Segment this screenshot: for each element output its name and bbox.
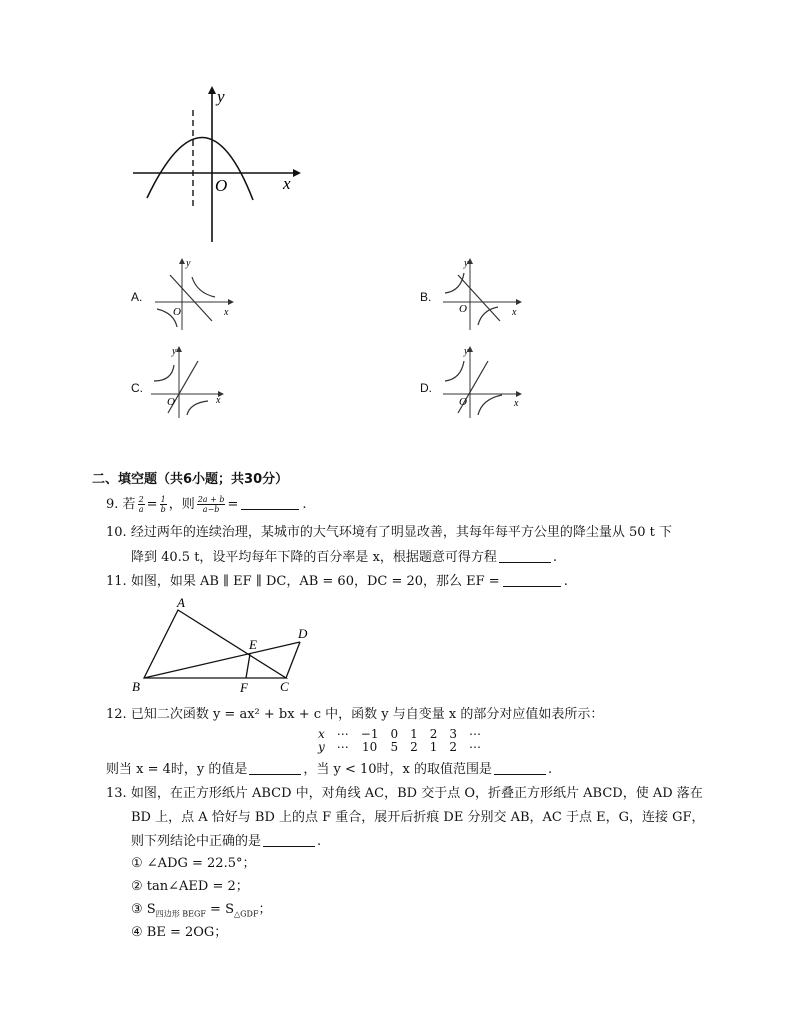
statement-1: ① ∠ADG = 22.5°；: [131, 856, 256, 871]
parabola-curve: [147, 137, 253, 200]
svg-text:x: x: [514, 398, 519, 409]
section-title: 二、填空题（共6小题；共30分）: [92, 472, 289, 487]
svg-text:y: y: [464, 258, 469, 269]
svg-text:y: y: [172, 346, 177, 357]
value-table: [312, 728, 487, 754]
svg-text:x: x: [224, 307, 229, 318]
svg-text:y: y: [464, 346, 469, 357]
answer-blank[interactable]: [241, 497, 299, 510]
svg-text:x: x: [216, 395, 221, 406]
answer-blank[interactable]: [499, 550, 551, 563]
svg-text:D: D: [298, 626, 308, 641]
option-b-label[interactable]: B.: [420, 290, 432, 304]
table-row: x ⋯ −1 0 1 2 3 ⋯: [318, 727, 482, 741]
svg-text:O: O: [459, 396, 467, 408]
question-13: 13. 如图，在正方形纸片 ABCD 中，对角线 AC，BD 交于点 O，折叠正方形纸片 ABCD，使 AD 落在: [106, 786, 703, 801]
svg-text:O: O: [167, 396, 175, 408]
fraction: $\frac{1}{b}$: [160, 495, 166, 514]
svg-text:F: F: [240, 680, 248, 695]
question-12-answer: 则当 x = 4时，y 的值是 ，当 y < 10时，x 的取值范围是 .: [106, 762, 553, 777]
hyperbola-branch: [478, 395, 502, 415]
question-9: 9. 若 $\frac{2}{a}$ = $\frac{1}{b}$ ，则 $\frac{2a + b}{a-b}$ = .: [106, 495, 307, 514]
origin-label: O: [215, 176, 228, 195]
svg-text:O: O: [173, 306, 181, 318]
option-a-graph[interactable]: [150, 255, 235, 335]
answer-blank[interactable]: [249, 762, 301, 775]
option-d-graph[interactable]: [438, 343, 523, 423]
option-c-label[interactable]: C.: [131, 381, 143, 395]
question-10: 10. 经过两年的连续治理，某城市的大气环境有了明显改善，其每年每平方公里的降尘量从 50 t 下: [106, 525, 672, 540]
statement-2: ② tan∠AED = 2；: [131, 879, 249, 894]
hyperbola-branch: [154, 365, 174, 381]
svg-text:E: E: [249, 637, 257, 652]
statement-3: ③ $S_{四边形 BEGF} = S_{\triangle GDF}$；: [131, 902, 272, 919]
hyperbola-branch: [445, 273, 464, 293]
svg-text:A: A: [177, 595, 185, 610]
svg-text:y: y: [186, 258, 191, 269]
fraction: $\frac{2a + b}{a-b}$: [197, 495, 225, 514]
statement-4: ④ BE = 2OG；: [131, 925, 228, 940]
question-12: 12. 已知二次函数 y = ax² + bx + c 中，函数 y 与自变量 x 的部分对应值如表所示：: [106, 707, 604, 722]
q11-triangle-figure: [128, 594, 318, 696]
answer-blank[interactable]: [503, 574, 561, 587]
option-b-graph[interactable]: [438, 255, 523, 335]
table-row: y ⋯ 10 5 2 1 2 ⋯: [318, 740, 482, 754]
option-d-label[interactable]: D.: [420, 381, 432, 395]
question-13-line2: BD 上，点 A 恰好与 BD 上的点 F 重合，展开后折痕 DE 分别交 AB，AC 于点 E，G，连接 GF，: [131, 810, 705, 825]
answer-blank[interactable]: [263, 834, 315, 847]
option-c-graph[interactable]: [146, 343, 231, 423]
answer-blank[interactable]: [494, 762, 546, 775]
question-13-line3: 则下列结论中正确的是 .: [131, 834, 322, 849]
y-axis-label: y: [217, 87, 225, 106]
svg-text:C: C: [280, 679, 289, 694]
fraction: $\frac{2}{a}$: [138, 495, 144, 514]
svg-text:x: x: [512, 307, 517, 318]
svg-text:O: O: [459, 303, 467, 315]
triangle-abc: [144, 610, 286, 678]
hyperbola-branch: [445, 361, 464, 381]
segment-ef: [246, 654, 250, 678]
x-axis-label: x: [283, 174, 291, 193]
option-a-label[interactable]: A.: [131, 290, 143, 304]
svg-text:B: B: [132, 679, 140, 694]
segment-dc: [286, 642, 300, 678]
hyperbola-branch: [192, 277, 215, 297]
main-parabola-graph: [125, 80, 305, 250]
question-10-line2: 降到 40.5 t，设平均每年下降的百分率是 x，根据题意可得方程 .: [131, 550, 558, 565]
hyperbola-branch: [187, 401, 208, 415]
question-11: 11. 如图，如果 AB ∥ EF ∥ DC，AB = 60，DC = 20，那么 EF = .: [106, 574, 568, 589]
